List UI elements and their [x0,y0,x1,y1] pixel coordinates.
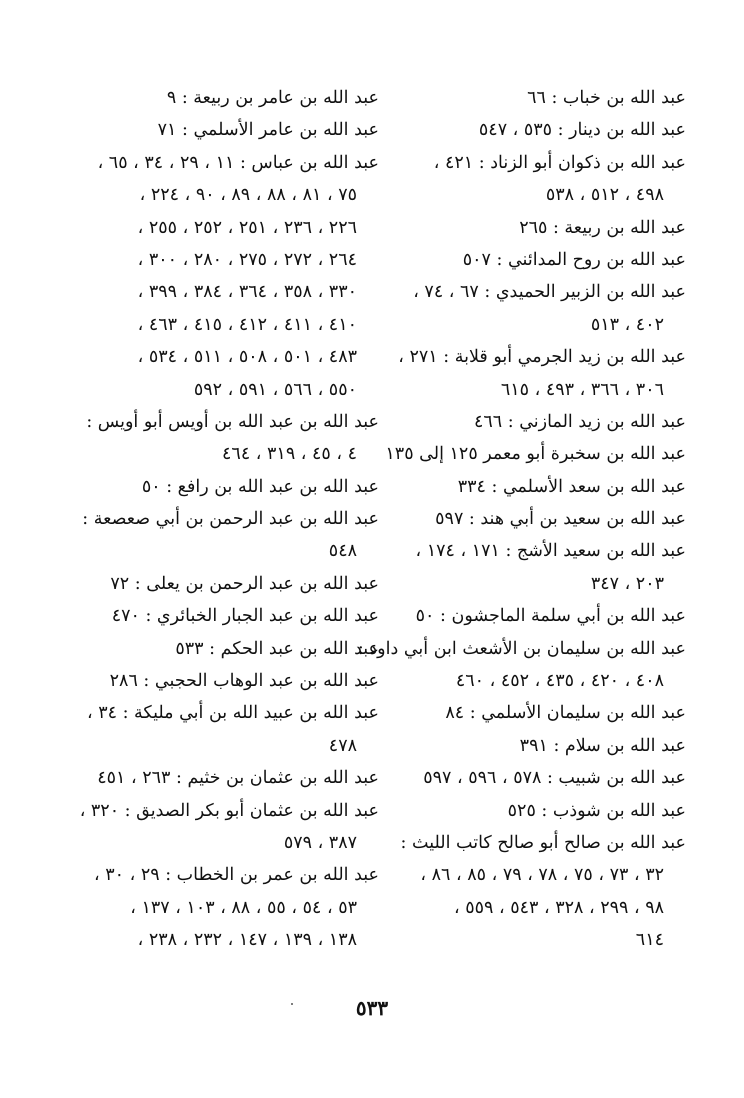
index-entry: عبد الله بن زيد الجرمي أبو قلابة : ٢٧١ ، [398,347,686,368]
index-entry-continuation: ٢٢٦ ، ٢٣٦ ، ٢٥١ ، ٢٥٢ ، ٢٥٥ ، [137,217,357,238]
index-entry: عبد الله بن شبيب : ٥٧٨ ، ٥٩٦ ، ٥٩٧ [423,768,686,789]
index-entry: عبد الله بن أبي سلمة الماجشون : ٥٠ [415,606,686,627]
index-column-left [79,82,379,957]
index-entry: عبد الله بن روح المدائني : ٥٠٧ [462,249,686,270]
index-entry: عبد الله بن عبيد الله بن أبي مليكة : ٣٤ ، [86,703,379,724]
index-entry: عبد الله بن عبد الله بن رافع : ٥٠ [141,476,379,497]
index-entry: عبد الله بن سليمان بن الأشعث ابن أبي داود : [357,638,686,659]
index-entry: عبد الله بن سعيد بن أبي هند : ٥٩٧ [435,509,686,530]
index-entry-continuation: ٥٥٠ ، ٥٦٦ ، ٥٩١ ، ٥٩٢ [193,379,357,400]
index-entry: عبد الله بن خباب : ٦٦ [527,88,686,108]
index-entry: عبد الله بن عثمان أبو بكر الصديق : ٣٢٠ ، [79,800,379,821]
index-entry-continuation: ٤٧٨ [328,735,357,756]
index-entry: عبد الله بن عامر بن ربيعة : ٩ [166,88,379,108]
index-entry: عبد الله بن عباس : ١١ ، ٢٩ ، ٣٤ ، ٦٥ ، [97,152,379,173]
index-entry-continuation: ٥٤٨ [328,541,357,562]
index-entry-continuation: ٣٨٧ ، ٥٧٩ [283,832,357,853]
index-entry: عبد الله بن دينار : ٥٣٥ ، ٥٤٧ [478,120,686,141]
index-entry: عبد الله بن عبد الوهاب الحجبي : ٢٨٦ [109,671,379,692]
index-entry-continuation: ٥٣ ، ٥٤ ، ٥٥ ، ٨٨ ، ١٠٣ ، ١٣٧ ، [130,897,357,918]
index-entry: عبد الله بن سليمان الأسلمي : ٨٤ [445,703,686,724]
index-entry-continuation: ٤٠٢ ، ٥١٣ [590,314,664,335]
index-entry-continuation: ٤١٠ ، ٤١١ ، ٤١٢ ، ٤١٥ ، ٤٦٣ ، [137,314,357,335]
index-entry: عبد الله بن ربيعة : ٢٦٥ [519,217,686,238]
index-entry-continuation: ٢٦٤ ، ٢٧٢ ، ٢٧٥ ، ٢٨٠ ، ٣٠٠ ، [137,249,357,270]
index-entry-continuation: ٤٠٨ ، ٤٢٠ ، ٤٣٥ ، ٤٥٢ ، ٤٦٠ [455,671,664,692]
index-entry: عبد الله بن سلام : ٣٩١ [519,735,686,756]
index-entry-continuation: ٤٩٨ ، ٥١٢ ، ٥٣٨ [545,185,664,206]
index-entry-continuation: ٣٣٠ ، ٣٥٨ ، ٣٦٤ ، ٣٨٤ ، ٣٩٩ ، [137,282,357,303]
index-entry-continuation: ٣٠٦ ، ٣٦٦ ، ٤٩٣ ، ٦١٥ [500,379,664,400]
index-entry: عبد الله بن عبد الحكم : ٥٣٣ [175,638,379,659]
index-entry: عبد الله بن سعيد الأشج : ١٧١ ، ١٧٤ ، [415,541,686,562]
index-entry: عبد الله بن سخبرة أبو معمر ١٢٥ إلى ١٣٥ [385,444,686,465]
index-entry: عبد الله بن عامر الأسلمي : ٧١ [157,120,379,141]
index-entry: عبد الله بن عبد الجبار الخبائري : ٤٧٠ [111,606,379,627]
index-entry: عبد الله بن عبد الرحمن بن يعلى : ٧٢ [110,573,379,594]
index-entry: عبد الله بن عبد الرحمن بن أبي صعصعة : [82,509,379,530]
index-entry: عبد الله بن سعد الأسلمي : ٣٣٤ [457,476,686,497]
index-column-right [357,82,686,957]
index-entry-continuation: ٤٨٣ ، ٥٠١ ، ٥٠٨ ، ٥١١ ، ٥٣٤ ، [137,347,357,368]
page-number: ٥٣٣ [355,996,389,1020]
index-entry-continuation: ١٣٨ ، ١٣٩ ، ١٤٧ ، ٢٣٢ ، ٢٣٨ ، [137,930,357,951]
index-entry: عبد الله بن ذكوان أبو الزناد : ٤٢١ ، [433,152,686,173]
index-entry: عبد الله بن عثمان بن خثيم : ٢٦٣ ، ٤٥١ [97,768,379,789]
index-entry-continuation: ٩٨ ، ٢٩٩ ، ٣٢٨ ، ٥٤٣ ، ٥٥٩ ، [454,897,664,918]
index-entry-continuation: ٤ ، ٤٥ ، ٣١٩ ، ٤٦٤ [222,444,357,465]
index-entry-continuation: ٧٥ ، ٨١ ، ٨٨ ، ٨٩ ، ٩٠ ، ٢٢٤ ، [139,185,357,206]
index-entry: عبد الله بن عمر بن الخطاب : ٢٩ ، ٣٠ ، [94,865,379,886]
index-entry: عبد الله بن زيد المازني : ٤٦٦ [473,411,686,432]
index-entry: عبد الله بن عبد الله بن أويس أبو أويس : [86,411,379,432]
index-entry: عبد الله بن شوذب : ٥٢٥ [507,800,686,821]
index-entry: عبد الله بن صالح أبو صالح كاتب الليث : [400,832,686,853]
index-entry-continuation: ٦١٤ [635,930,664,951]
index-entry-continuation: ٢٠٣ ، ٣٤٧ [590,573,664,594]
index-entry-continuation: ٣٢ ، ٧٣ ، ٧٥ ، ٧٨ ، ٧٩ ، ٨٥ ، ٨٦ ، [420,865,664,886]
index-entry: عبد الله بن الزبير الحميدي : ٦٧ ، ٧٤ ، [413,282,686,303]
